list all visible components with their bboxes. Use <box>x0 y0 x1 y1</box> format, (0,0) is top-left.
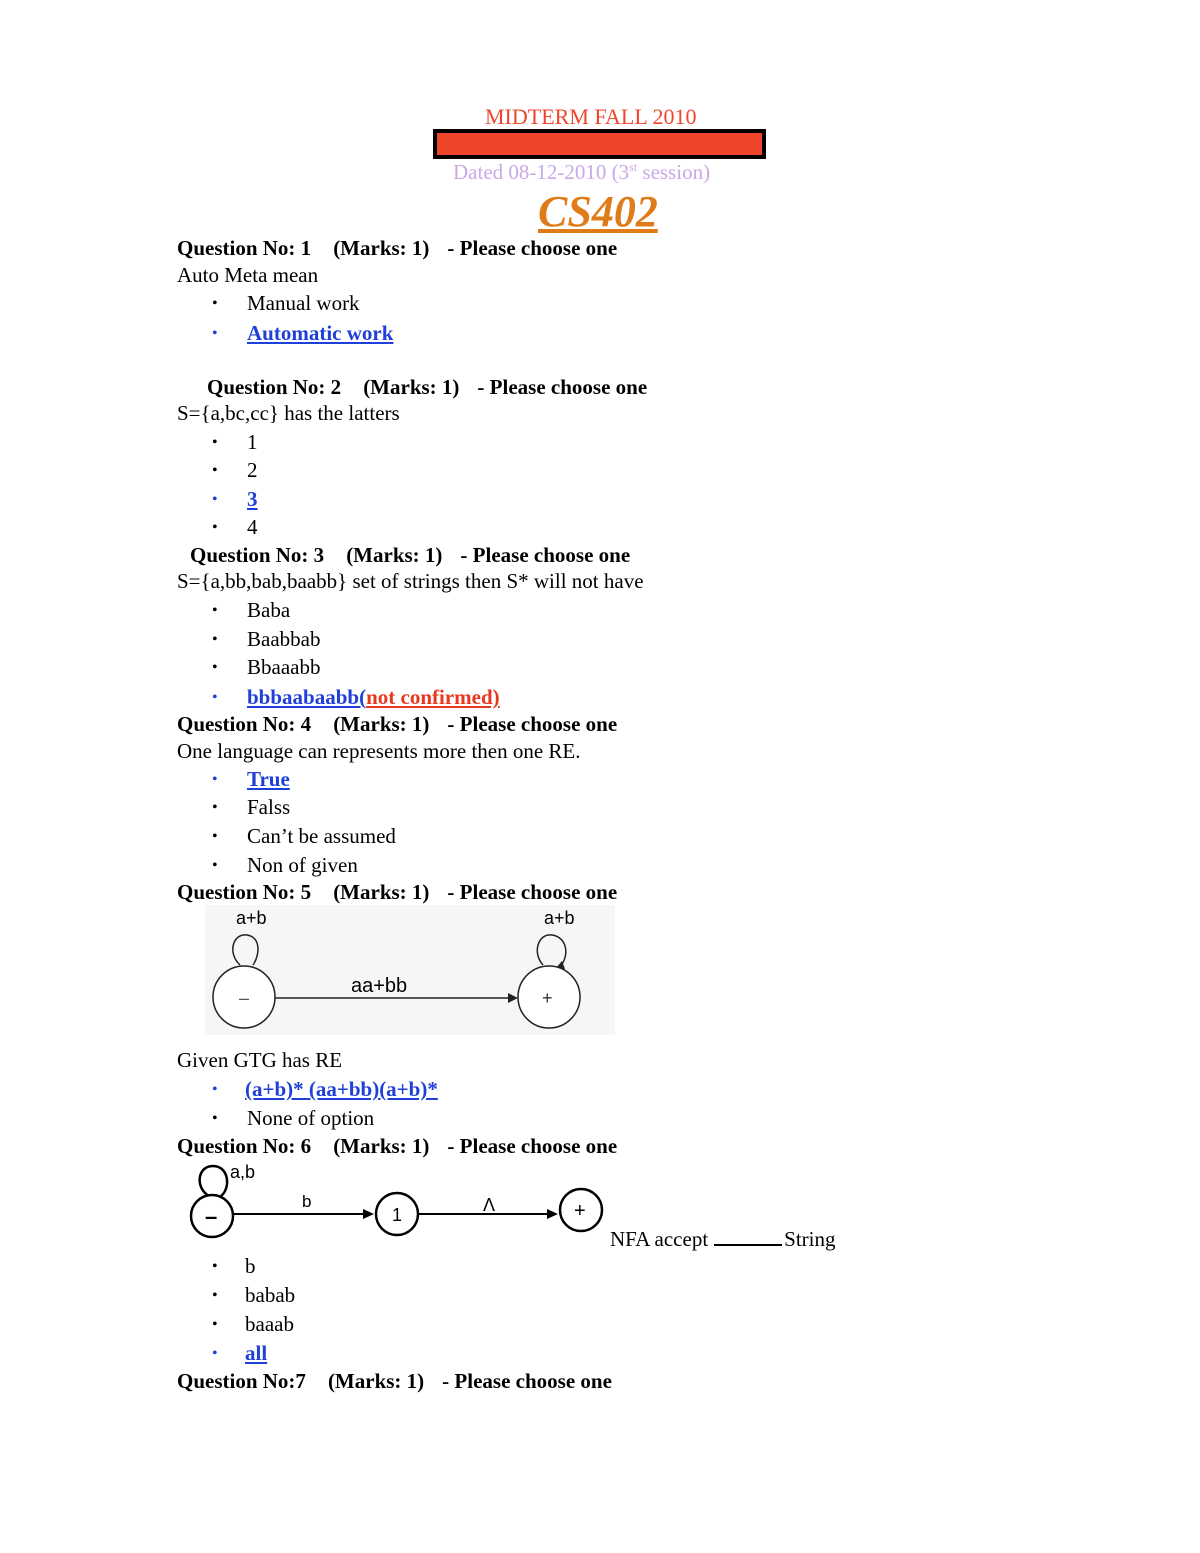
bullet: • <box>212 1316 218 1333</box>
nfa-start-label: – <box>205 1204 218 1229</box>
question-7-header: Question No:7 (Marks: 1) - Please choose one <box>177 1369 612 1393</box>
q5-answer-option: (a+b)* (aa+bb)(a+b)* <box>245 1077 438 1101</box>
gtg-diagram <box>205 905 615 1035</box>
q2-option: 2 <box>247 458 258 482</box>
gtg-edge-label: aa+bb <box>351 975 408 997</box>
bullet: • <box>212 325 218 342</box>
bullet: • <box>212 689 218 706</box>
question-1-header: Question No: 1 (Marks: 1) - Please choose one <box>177 236 618 260</box>
gtg-left-loop-label: a+b <box>236 908 267 928</box>
q6-answer-option: all <box>245 1341 268 1365</box>
question-1-text: Auto Meta mean <box>177 263 319 287</box>
bullet: • <box>212 799 218 816</box>
not-confirmed-note: not confirmed) <box>366 685 500 709</box>
nfa-final-label: + <box>574 1200 586 1222</box>
nfa-edge-2-label: Λ <box>483 1195 496 1215</box>
nfa-start-loop <box>200 1166 227 1196</box>
q4-option: Falss <box>247 795 291 819</box>
q6-option: baaab <box>245 1312 294 1336</box>
q2-answer-option: 3 <box>247 487 258 511</box>
bullet: • <box>212 434 218 451</box>
gtg-right-loop-label: a+b <box>544 908 575 928</box>
nfa-mid-label: 1 <box>392 1205 403 1225</box>
dated-line: Dated 08-12-2010 (3st session) <box>453 160 711 184</box>
q4-answer-option: True <box>247 767 290 791</box>
bullet: • <box>212 631 218 648</box>
question-4-header: Question No: 4 (Marks: 1) - Please choose one <box>177 712 618 736</box>
nfa-loop-label: a,b <box>230 1162 256 1182</box>
q1-answer-option: Automatic work <box>247 321 394 345</box>
bullet: • <box>212 771 218 788</box>
q2-option: 1 <box>247 430 258 454</box>
gtg-start-label: – <box>239 988 250 1008</box>
bullet: • <box>212 828 218 845</box>
q6-option: babab <box>245 1283 296 1307</box>
q3-option: Bbaaabb <box>247 655 321 679</box>
q3-answer-option: bbbaabaabb(not confirmed) <box>247 685 500 709</box>
q1-option: Manual work <box>247 291 360 315</box>
question-3-header: Question No: 3 (Marks: 1) - Please choose one <box>190 543 631 567</box>
question-6-text: NFA accept String <box>610 1227 836 1251</box>
q3-option: Baabbab <box>247 627 321 651</box>
bullet: • <box>212 519 218 536</box>
q2-option: 4 <box>247 515 258 539</box>
question-2-text: S={a,bc,cc} has the latters <box>177 401 400 425</box>
nfa-diagram <box>185 1158 615 1240</box>
bullet: • <box>212 602 218 619</box>
question-3-text: S={a,bb,bab,baabb} set of strings then S* will not have <box>177 569 644 593</box>
bullet: • <box>212 295 218 312</box>
bullet: • <box>212 857 218 874</box>
question-2-header: Question No: 2 (Marks: 1) - Please choose one <box>207 375 648 399</box>
q4-option: Can’t be assumed <box>247 824 396 848</box>
bullet: • <box>212 659 218 676</box>
question-5-text: Given GTG has RE <box>177 1048 343 1072</box>
bullet: • <box>212 1110 218 1127</box>
q4-option: Non of given <box>247 853 358 877</box>
question-6-header: Question No: 6 (Marks: 1) - Please choose one <box>177 1134 618 1158</box>
question-4-text: One language can represents more then one RE. <box>177 739 581 763</box>
doc-title: MIDTERM FALL 2010 <box>485 104 697 129</box>
course-code: CS402 <box>538 187 658 236</box>
bullet: • <box>212 1345 218 1362</box>
q5-option: None of option <box>247 1106 375 1130</box>
bullet: • <box>212 491 218 508</box>
bullet: • <box>212 1081 218 1098</box>
title-bar <box>433 129 766 159</box>
nfa-edge-1-label: b <box>302 1192 312 1211</box>
q6-option: b <box>245 1254 256 1278</box>
bullet: • <box>212 1258 218 1275</box>
bullet: • <box>212 1287 218 1304</box>
q3-option: Baba <box>247 598 291 622</box>
bullet: • <box>212 462 218 479</box>
gtg-final-label: + <box>542 988 553 1008</box>
question-5-header: Question No: 5 (Marks: 1) - Please choose one <box>177 880 618 904</box>
answer-blank <box>714 1226 782 1246</box>
